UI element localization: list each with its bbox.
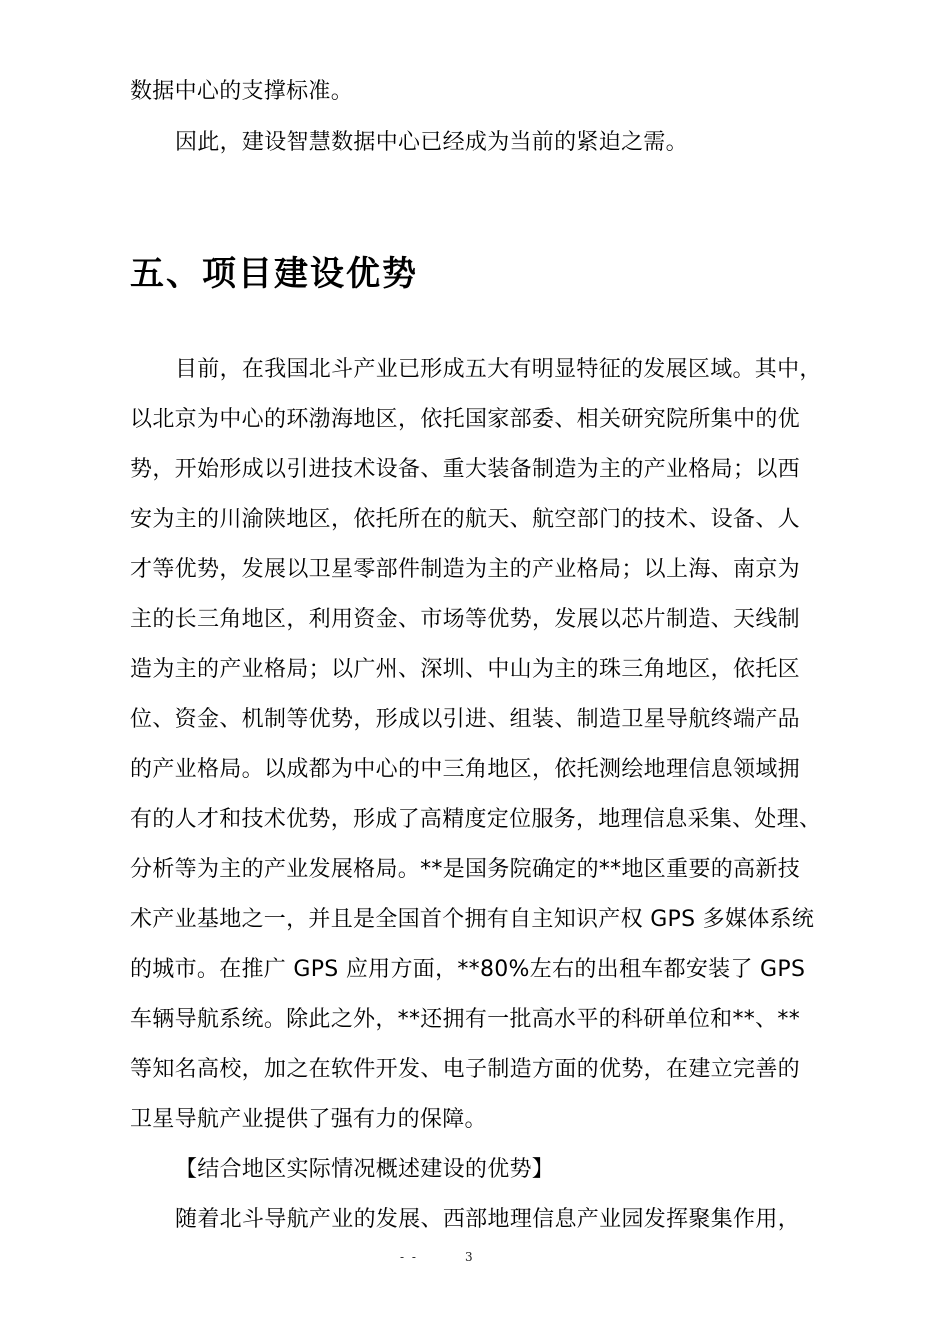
paragraph-line: 等知名高校，加之在软件开发、电子制造方面的优势，在建立完善的	[130, 1057, 800, 1082]
paragraph-line: 以北京为中心的环渤海地区，依托国家部委、相关研究院所集中的优	[130, 407, 800, 432]
paragraph-line: 安为主的川渝陕地区，依托所在的航天、航空部门的技术、设备、人	[130, 507, 800, 532]
page-footer	[0, 1250, 950, 1270]
paragraph-line: 有的人才和技术优势，形成了高精度定位服务，地理信息采集、处理、	[130, 807, 822, 832]
footer-dashes: - -	[400, 1250, 418, 1264]
section-heading: 五、项目建设优势	[130, 254, 418, 294]
page-number: 3	[465, 1250, 473, 1264]
paragraph-line: 因此，建设智慧数据中心已经成为当前的紧迫之需。	[175, 130, 688, 155]
paragraph-line: 卫星导航产业提供了强有力的保障。	[130, 1107, 487, 1132]
paragraph-line: 数据中心的支撑标准。	[130, 79, 354, 104]
paragraph-line: 术产业基地之一，并且是全国首个拥有自主知识产权 GPS 多媒体系统	[130, 907, 815, 932]
paragraph-line: 才等优势，发展以卫星零部件制造为主的产业格局；以上海、南京为	[130, 557, 800, 582]
bracket-note: 【结合地区实际情况概述建设的优势】	[175, 1157, 555, 1182]
paragraph-line: 造为主的产业格局；以广州、深圳、中山为主的珠三角地区，依托区	[130, 657, 800, 682]
paragraph-line: 目前，在我国北斗产业已形成五大有明显特征的发展区域。其中，	[175, 357, 822, 382]
paragraph-line: 的产业格局。以成都为中心的中三角地区，依托测绘地理信息领域拥	[130, 757, 800, 782]
paragraph-line: 车辆导航系统。除此之外，**还拥有一批高水平的科研单位和**、**	[130, 1007, 800, 1032]
paragraph-line: 的城市。在推广 GPS 应用方面，**80%左右的出租车都安装了 GPS	[130, 957, 806, 982]
paragraph-line: 分析等为主的产业发展格局。**是国务院确定的**地区重要的高新技	[130, 857, 800, 882]
paragraph-line: 势，开始形成以引进技术设备、重大装备制造为主的产业格局；以西	[130, 457, 800, 482]
paragraph-line: 随着北斗导航产业的发展、西部地理信息产业园发挥聚集作用，	[175, 1207, 800, 1232]
paragraph-line: 主的长三角地区，利用资金、市场等优势，发展以芯片制造、天线制	[130, 607, 800, 632]
paragraph-line: 位、资金、机制等优势，形成以引进、组装、制造卫星导航终端产品	[130, 707, 800, 732]
